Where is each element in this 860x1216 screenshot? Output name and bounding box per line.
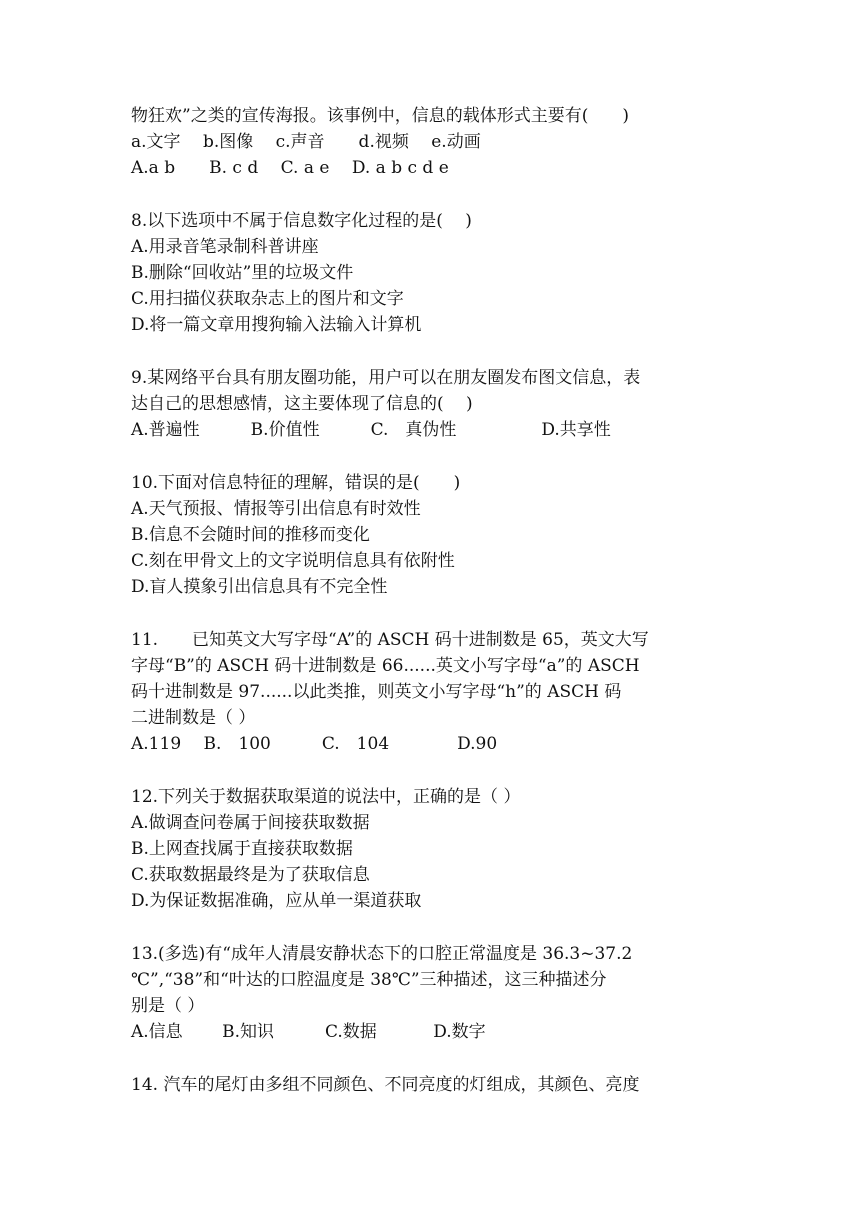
question-11-options: A.119 B. 100 C. 104 D.90 (131, 734, 498, 754)
question-10-option-a: A.天气预报、情报等引出信息有时效性 (131, 499, 421, 519)
question-8-option-d: D.将一篇文章用搜狗输入法输入计算机 (131, 315, 422, 335)
question-9-stem-line-2: 达自己的思想感情，这主要体现了信息的( ) (131, 394, 473, 414)
question-11-stem-line-1: 11. 已知英文大写字母“A”的 ASCH 码十进制数是 65，英文大写 (131, 630, 649, 650)
question-12 (131, 784, 737, 914)
question-8-option-b: B.删除“回收站”里的垃圾文件 (131, 263, 354, 283)
question-7-continued (131, 103, 737, 181)
question-10 (131, 470, 737, 600)
question-8-option-c: C.用扫描仪获取杂志上的图片和文字 (131, 289, 404, 309)
question-12-option-d: D.为保证数据准确，应从单一渠道获取 (131, 891, 422, 911)
question-12-option-b: B.上网查找属于直接获取数据 (131, 839, 353, 859)
question-9-stem-line-1: 9.某网络平台具有朋友圈功能，用户可以在朋友圈发布图文信息，表 (131, 368, 641, 388)
question-14-stem: 14. 汽车的尾灯由多组不同颜色、不同亮度的灯组成，其颜色、亮度 (131, 1075, 640, 1095)
question-11-stem-line-2: 字母“B”的 ASCH 码十进制数是 66......英文小写字母“a”的 ASCH (131, 656, 640, 676)
question-14 (131, 1072, 737, 1098)
question-8-stem: 8.以下选项中不属于信息数字化过程的是( ) (131, 211, 472, 231)
question-13 (131, 941, 737, 1045)
question-9-options: A.普遍性 B.价值性 C. 真伪性 D.共享性 (131, 420, 611, 440)
question-8 (131, 208, 737, 338)
question-11-stem-line-3: 码十进制数是 97......以此类推，则英文小写字母“h”的 ASCH 码 (131, 682, 622, 702)
question-8-option-a: A.用录音笔录制科普讲座 (131, 237, 319, 257)
question-7-stem-tail: 物狂欢”之类的宣传海报。该事例中，信息的载体形式主要有( ) (131, 106, 629, 126)
question-7-carrier-types: a.文字 b.图像 c.声音 d.视频 e.动画 (131, 132, 481, 152)
question-12-option-c: C.获取数据最终是为了获取信息 (131, 865, 370, 885)
question-10-option-c: C.刻在甲骨文上的文字说明信息具有依附性 (131, 551, 455, 571)
question-9 (131, 365, 737, 443)
question-12-option-a: A.做调查问卷属于间接获取数据 (131, 813, 370, 833)
question-10-stem: 10.下面对信息特征的理解，错误的是( ) (131, 473, 461, 493)
question-10-option-d: D.盲人摸象引出信息具有不完全性 (131, 577, 388, 597)
question-13-stem-line-3: 别是（ ） (131, 996, 205, 1016)
question-7-options: A.a b B. c d C. a e D. a b c d e (131, 158, 449, 178)
question-11-stem-line-4: 二进制数是（ ） (131, 708, 256, 728)
question-12-stem: 12.下列关于数据获取渠道的说法中，正确的是（ ） (131, 787, 521, 807)
question-11 (131, 627, 737, 757)
question-10-option-b: B.信息不会随时间的推移而变化 (131, 525, 370, 545)
page-content (131, 103, 737, 1098)
question-13-options: A.信息 B.知识 C.数据 D.数字 (131, 1022, 486, 1042)
question-13-stem-line-2: ℃”,“38”和“叶达的口腔温度是 38℃”三种描述，这三种描述分 (131, 970, 607, 990)
question-13-stem-line-1: 13.(多选)有“成年人清晨安静状态下的口腔正常温度是 36.3~37.2 (131, 944, 633, 964)
